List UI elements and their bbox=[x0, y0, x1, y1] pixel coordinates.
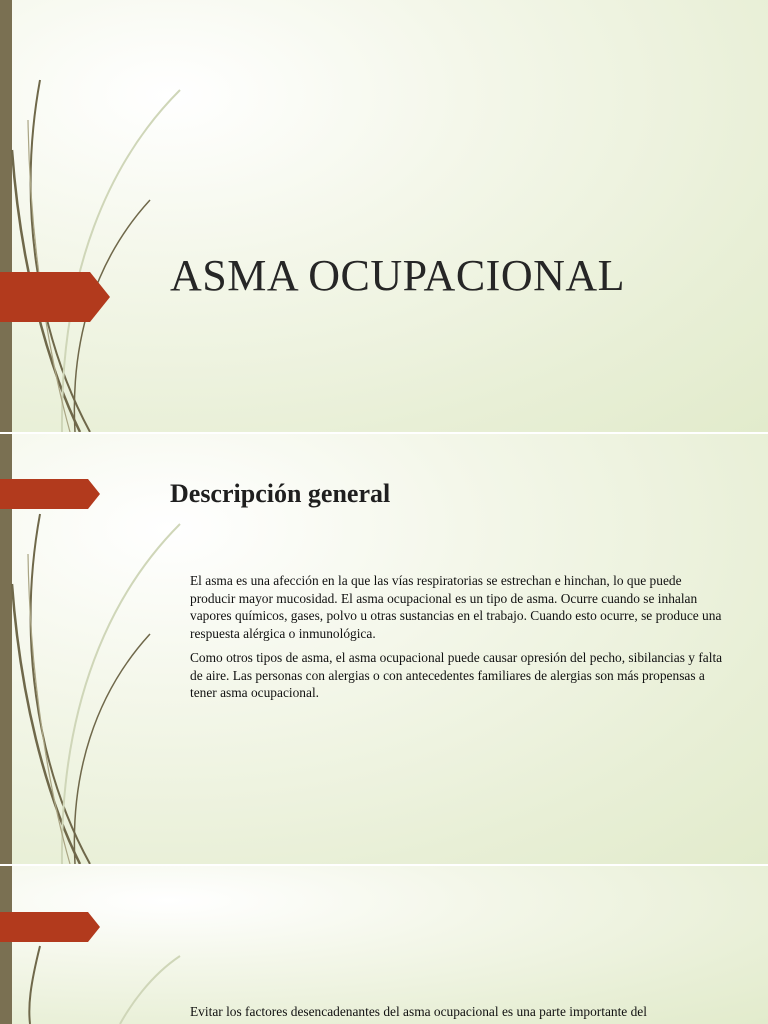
slide-title-text: ASMA OCUPACIONAL bbox=[170, 251, 626, 300]
slide-prevention bbox=[0, 866, 768, 1024]
chevron-tab-icon bbox=[0, 912, 100, 942]
decorative-swoosh-icon bbox=[0, 866, 200, 1024]
bullet-text: Evitar los factores desencadenantes del asma ocupacional es una parte importante del bbox=[190, 1004, 647, 1019]
chevron-tab-icon bbox=[0, 479, 100, 509]
decorative-swoosh-icon bbox=[0, 0, 200, 432]
bullet-list bbox=[170, 572, 730, 709]
bullet-list bbox=[170, 1003, 730, 1024]
slide-title bbox=[0, 0, 768, 432]
bullet-text: Como otros tipos de asma, el asma ocupacional puede causar opresión del pecho, sibilancias y falta de aire. Las personas con alergias o con antecedentes familiares de alergias son más propensas a tener asma ocupacional. bbox=[190, 650, 723, 700]
slide-description bbox=[0, 434, 768, 864]
slide-heading: Descripción general bbox=[170, 479, 391, 508]
chevron-tab-icon bbox=[0, 272, 110, 322]
bullet-text: El asma es una afección en la que las vías respiratorias se estrechan e hinchan, lo que puede producir mayor mucosidad. El asma ocupacional es un tipo de asma. Ocurre cuando se inhalan vapores químicos, gases, polvo u otras sustancias en el trabajo. Cuando esto ocurre, se produce una respuesta alérgica o inmunológica. bbox=[190, 573, 722, 641]
list-item bbox=[170, 1003, 730, 1021]
list-item bbox=[170, 649, 730, 702]
list-item bbox=[170, 572, 730, 642]
